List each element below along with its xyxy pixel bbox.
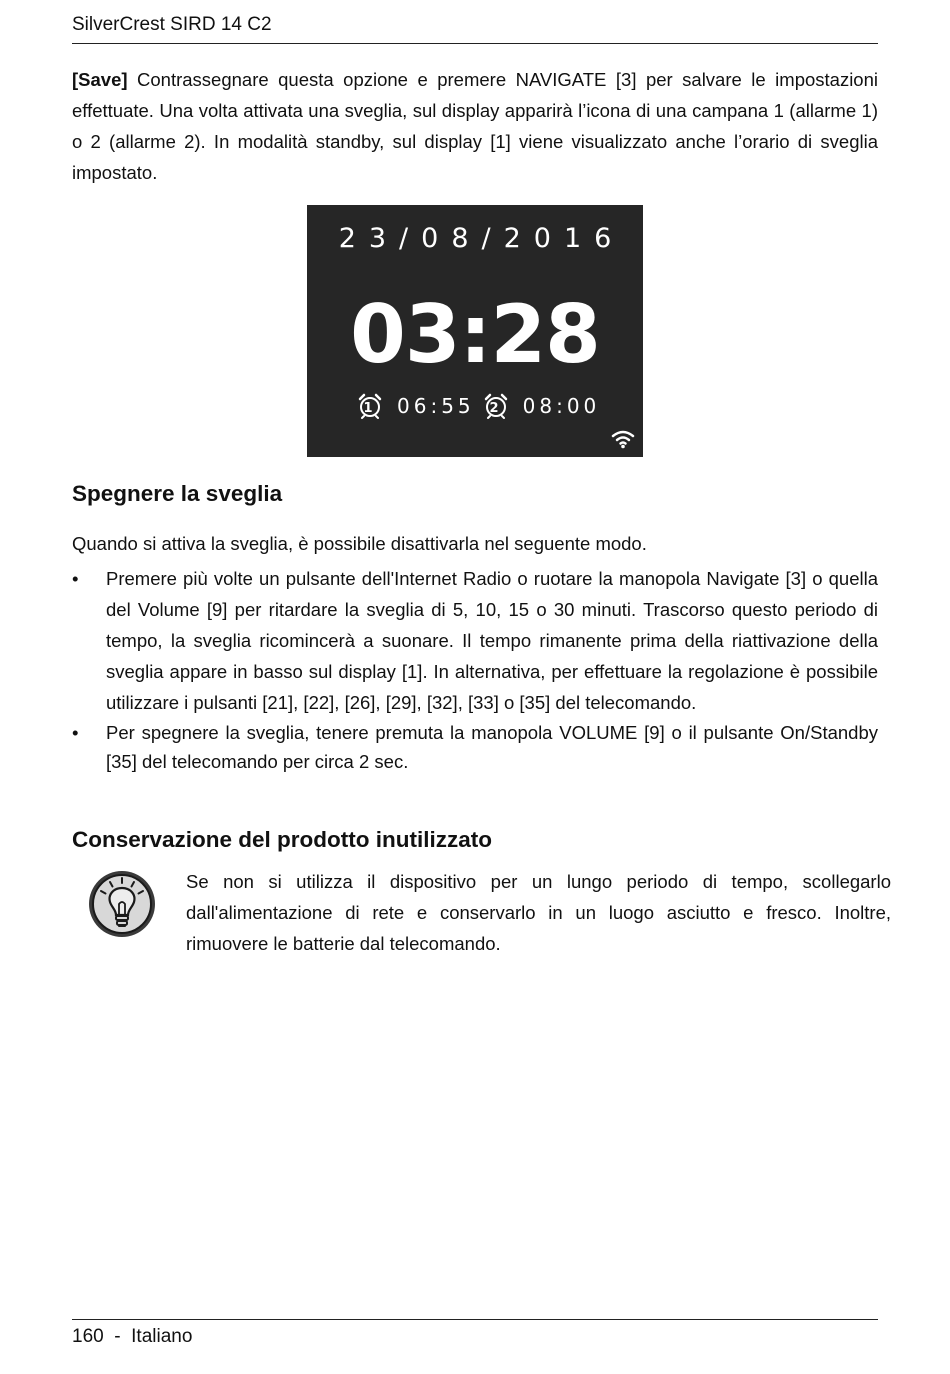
lightbulb-tip-icon xyxy=(86,868,158,940)
list-item xyxy=(72,563,878,718)
save-text: Contrassegnare questa opzione e premere NAVIGATE [3] per salvare le impostazioni effettuate. Una volta attivata una sveglia, sul display apparirà l’icona di una campana 1 (allarme 1) o 2 (allarme 2). In modalità standby, sul display [1] viene visualizzato anche l’orario di sveglia impostato. xyxy=(72,69,878,183)
storage-tip-text: Se non si utilizza il dispositivo per un lungo periodo di tempo, scollegarlo dall'alimentazione di rete e conservarlo in un luogo asciutto e fresco. Inoltre, rimuovere le batterie dal telecomando. xyxy=(186,871,891,954)
save-paragraph xyxy=(72,64,878,188)
alarm-1-number: 1 xyxy=(363,401,377,416)
save-label: [Save] xyxy=(72,69,128,90)
snooze-intro: Quando si attiva la sveglia, è possibile disattivarla nel seguente modo. xyxy=(72,533,647,554)
alarm-clock-1-icon xyxy=(357,393,383,419)
snooze-bullet-list xyxy=(72,563,878,776)
alarm-clock-2-icon xyxy=(483,393,509,419)
radio-display-illustration xyxy=(307,205,643,457)
display-alarms xyxy=(357,391,608,421)
document-title: SilverCrest SIRD 14 C2 xyxy=(72,14,272,35)
bullet-symbol: • xyxy=(72,568,79,589)
bullet-symbol: • xyxy=(72,722,79,743)
section-heading-storage: Conservazione del prodotto inutilizzato xyxy=(72,827,493,852)
page-header xyxy=(72,12,878,44)
wifi-icon xyxy=(611,429,635,449)
footer-language: Italiano xyxy=(131,1326,193,1347)
page-footer xyxy=(72,1319,878,1354)
list-item-text: Premere più volte un pulsante dell'Internet Radio o ruotare la manopola Navigate [3] o quella del Volume [9] per ritardare la sveglia di 5, 10, 15 o 30 minuti. Trascorso questo periodo di tempo, la sveglia ricomincerà a suonare. Il tempo rimanente prima della riattivazione della sveglia appare in basso sul display [1]. In alternativa, per effettuare la regolazione è possibile utilizzare i pulsanti [21], [22], [26], [29], [32], [33] o [35] del telecomando. xyxy=(106,568,878,713)
alarm-1-time: 06:55 xyxy=(397,394,475,418)
footer-separator: - xyxy=(114,1326,121,1347)
list-item xyxy=(72,718,878,776)
alarm-2-number: 2 xyxy=(489,401,503,416)
alarm-2-time: 08:00 xyxy=(522,394,601,418)
section-heading-snooze: Spegnere la sveglia xyxy=(72,481,283,506)
display-time: 03:28 xyxy=(350,288,600,381)
list-item-text: Per spegnere la sveglia, tenere premuta la manopola VOLUME [9] o il pulsante On/Standby [35] del telecomando per circa 2 sec. xyxy=(106,722,878,772)
page-number: 160 xyxy=(72,1326,104,1347)
display-date: 23/08/2016 xyxy=(338,223,625,254)
